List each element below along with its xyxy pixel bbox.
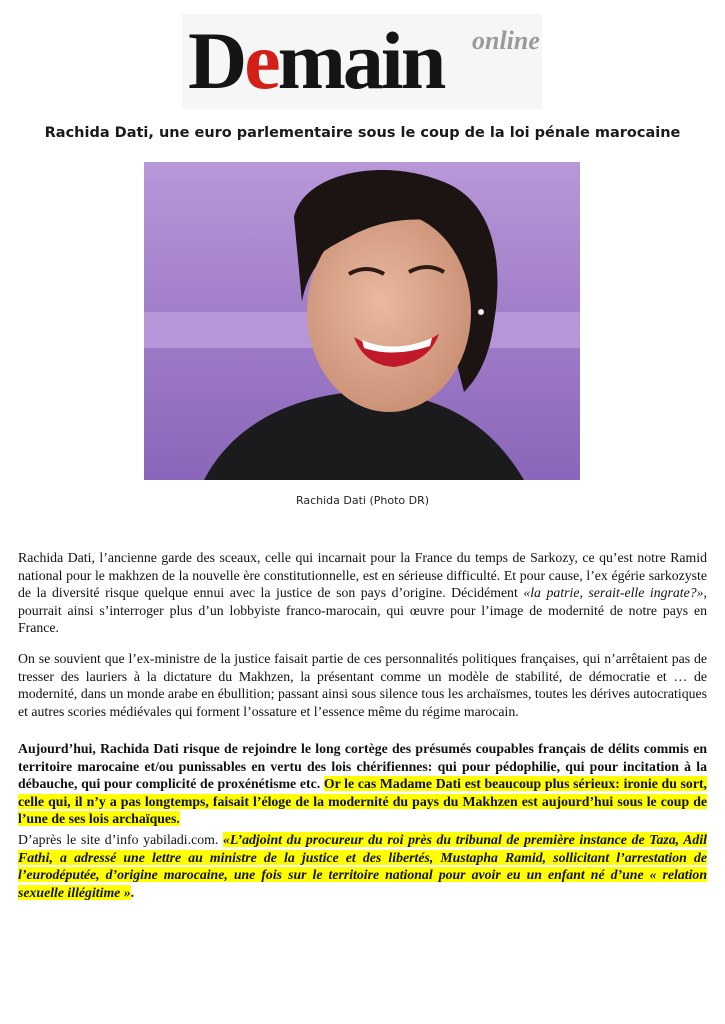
logo-letter-d: D	[188, 15, 245, 106]
paragraph-4-text: D’après le site d’info yabiladi.com.	[18, 832, 223, 847]
paragraph-4	[18, 831, 707, 901]
logo-letter-e-red: e	[244, 15, 278, 106]
paragraph-4-highlight-quote: «L’adjoint du procureur du roi près du tribunal de première instance de Taza, Adil Fathi, a adressé une lettre au ministre de la justice et des libertés, Mustapha Ramid, sollicitant l’arrestation de l’eurodéputée, d’origine marocaine, une fois sur le territoire national pour avoir eu un enfant né d’une « relation sexuelle illégitime »	[18, 832, 707, 900]
logo-letters-main: main	[277, 15, 444, 106]
paragraph-1-quote: «la patrie, serait-elle ingrate?»	[523, 585, 704, 601]
logo-online-tag: online	[472, 26, 540, 55]
earring	[478, 309, 484, 315]
paragraph-2: On se souvient que l’ex-ministre de la justice faisait partie de ces personnalités politiques françaises, qui n’arrêtaient pas de tresser des lauriers à la dictature du Makhzen, la présentant comme un modèle de stabilité, de démocratie et … de modernité, dans un monde arabe en ébullition; passant ainsi sous silence tous les archaïsmes, toutes les dérives autocratiques et autres scories médiévales qui forment l’ossature et l’essence même du régime marocain.	[18, 651, 707, 719]
logo-wordmark	[188, 15, 444, 106]
masthead-logo	[182, 14, 542, 109]
paragraph-3	[18, 740, 707, 828]
portrait-illustration	[144, 162, 580, 480]
paragraph-3-text: Aujourd’hui, Rachida Dati risque de rejoindre le long cortège des présumés coupables français de délits commis en territoire marocaine et/ou punissables en vertu des lois chérifiennes: qui pour pédophilie, qui pour incitation à la débauche, qui pour complicité de proxénétisme etc.	[18, 741, 707, 792]
paragraph-1-text: Rachida Dati, l’ancienne garde des sceaux, celle qui incarnait pour la France du temps de Sarkozy, ce qu’est notre Ramid national pour le makhzen de la nouvelle ère constitutionnelle, est en sérieuse difficulté. Et pour cause, l’ex égérie sarkozyste de la diversité risque quelque ennui avec la justice de son pays d’origine. Décidément	[18, 550, 707, 601]
article-title: Rachida Dati, une euro parlementaire sous le coup de la loi pénale marocaine	[44, 125, 681, 141]
paragraph-1	[18, 549, 707, 637]
article-photo	[144, 162, 580, 480]
paragraph-3-highlight: Or le cas Madame Dati est beaucoup plus sérieux: ironie du sort, celle qui, il n’y a pas longtemps, faisait l’éloge de la modernité du pays du Makhzen est aujourd’hui sous le coup de l’une de ses lois archaïques.	[18, 776, 707, 827]
paragraph-4-end: .	[130, 884, 135, 900]
paragraph-1-text-end: , pourrait ainsi s’interroger plus d’un lobbyiste franco-marocain, qui œuvre pour l’image de modernité de notre pays en France.	[18, 585, 707, 636]
photo-caption: Rachida Dati (Photo DR)	[295, 494, 430, 507]
